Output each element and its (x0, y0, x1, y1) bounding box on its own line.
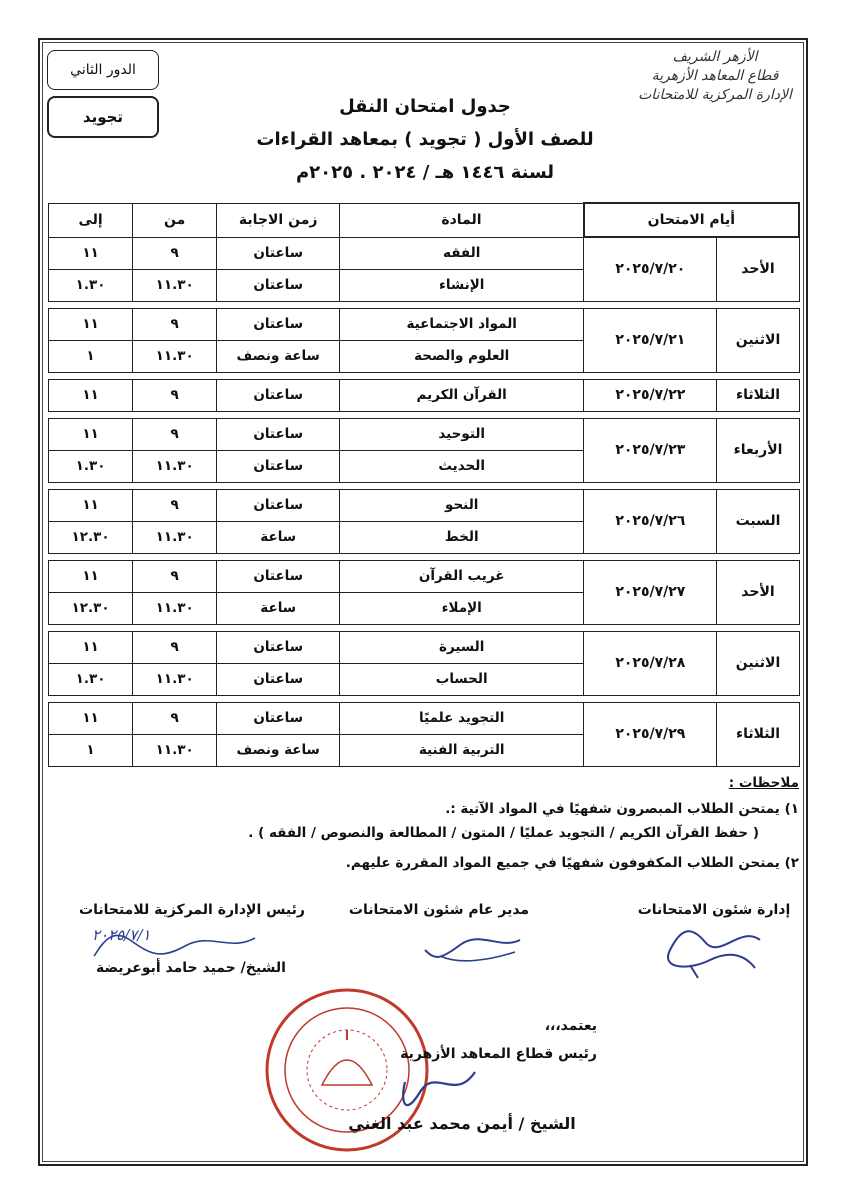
cell-from: ١١.٣٠ (133, 663, 217, 695)
cell-from: ٩ (133, 237, 217, 269)
cell-from: ١١.٣٠ (133, 521, 217, 553)
cell-subject: السيرة (340, 631, 584, 663)
cell-day: الاثنين (717, 308, 799, 372)
letterhead-line-2: قطاع المعاهد الأزهرية (651, 68, 779, 84)
cell-duration: ساعتان (217, 663, 340, 695)
header-days: أيام الامتحان (584, 203, 799, 237)
specialty-tag-box: تجويد (47, 96, 159, 138)
general-manager-signature (420, 920, 530, 970)
cell-from: ٩ (133, 308, 217, 340)
table-row (49, 489, 800, 521)
cell-from: ٩ (133, 379, 217, 411)
cell-to: ١٢.٣٠ (49, 592, 133, 624)
group-spacer (49, 301, 800, 308)
cell-to: ١١ (49, 418, 133, 450)
cell-date: ٢٠٢٥/٧/٢٦ (584, 489, 717, 553)
cell-day: الثلاثاء (717, 702, 799, 766)
central-head-name: الشيخ/ حميد حامد أبوعريضة (96, 960, 286, 976)
note-item-2: ٢) يمتحن الطلاب المكفوفون شفهيًا في جميع المواد المقررة عليهم. (345, 855, 799, 871)
cell-subject: التجويد علميًا (340, 702, 584, 734)
header-duration: زمن الاجابة (217, 203, 340, 237)
cell-from: ١١.٣٠ (133, 450, 217, 482)
signature-general-manager (329, 902, 549, 918)
exam-round-box: الدور الثاني (47, 50, 159, 90)
cell-to: ١٢.٣٠ (49, 521, 133, 553)
table-row (49, 702, 800, 734)
cell-to: ١١ (49, 379, 133, 411)
cell-duration: ساعة ونصف (217, 340, 340, 372)
signature-affairs-admin-title: إدارة شئون الامتحانات (637, 902, 791, 918)
cell-from: ٩ (133, 702, 217, 734)
approval-label: يعتمد،،، (544, 1018, 597, 1034)
group-spacer-cell (49, 482, 800, 489)
note-item-1: ١) يمتحن الطلاب المبصرون شفهيًا في المواد الآتية :. (445, 801, 799, 817)
cell-to: ١١ (49, 702, 133, 734)
notes-heading: ملاحظات : (728, 775, 799, 791)
cell-to: ١١ (49, 560, 133, 592)
group-spacer-cell (49, 301, 800, 308)
signature-affairs-admin (629, 902, 799, 918)
cell-date: ٢٠٢٥/٧/٢٠ (584, 237, 717, 301)
cell-duration: ساعتان (217, 631, 340, 663)
cell-day: الاثنين (717, 631, 799, 695)
letterhead-line-3: الإدارة المركزية للامتحانات (638, 87, 792, 103)
table-header-row (49, 203, 800, 237)
azhar-letterhead (635, 48, 795, 105)
cell-to: ١.٣٠ (49, 663, 133, 695)
cell-date: ٢٠٢٥/٧/٢٢ (584, 379, 717, 411)
cell-date: ٢٠٢٥/٧/٢٣ (584, 418, 717, 482)
group-spacer (49, 482, 800, 489)
cell-subject: الحساب (340, 663, 584, 695)
affairs-admin-signature (650, 920, 770, 980)
note-item-1-detail: ( حفظ القرآن الكريم / التجويد عمليًا / المتون / المطالعة والنصوص / الفقه ) . (248, 825, 759, 841)
cell-duration: ساعتان (217, 702, 340, 734)
cell-day: الأحد (717, 560, 799, 624)
group-spacer-cell (49, 695, 800, 702)
table-row (49, 308, 800, 340)
cell-subject: الحديث (340, 450, 584, 482)
cell-to: ١ (49, 340, 133, 372)
table-row (49, 237, 800, 269)
cell-from: ٩ (133, 631, 217, 663)
cell-duration: ساعة (217, 521, 340, 553)
cell-day: الثلاثاء (717, 379, 799, 411)
group-spacer-cell (49, 411, 800, 418)
letterhead-line-1: الأزهر الشريف (672, 49, 758, 65)
title-line-2: للصف الأول ( تجويد ) بمعاهد القراءات (256, 129, 594, 150)
group-spacer (49, 695, 800, 702)
cell-from: ٩ (133, 418, 217, 450)
cell-duration: ساعة ونصف (217, 734, 340, 766)
cell-date: ٢٠٢٥/٧/٢٧ (584, 560, 717, 624)
group-spacer (49, 624, 800, 631)
cell-from: ٩ (133, 489, 217, 521)
signature-central-head-title: رئيس الإدارة المركزية للامتحانات (79, 902, 305, 918)
cell-day: الأربعاء (717, 418, 799, 482)
table-row (49, 631, 800, 663)
cell-duration: ساعتان (217, 379, 340, 411)
cell-day: الأحد (717, 237, 799, 301)
cell-subject: العلوم والصحة (340, 340, 584, 372)
cell-from: ٩ (133, 560, 217, 592)
exam-schedule-table (48, 202, 800, 767)
approval-role: رئيس قطاع المعاهد الأزهرية (400, 1046, 597, 1062)
cell-to: ١.٣٠ (49, 269, 133, 301)
cell-subject: النحو (340, 489, 584, 521)
header-from: من (133, 203, 217, 237)
cell-subject: الإملاء (340, 592, 584, 624)
document-title (200, 90, 650, 189)
cell-subject: التربية الفنية (340, 734, 584, 766)
cell-subject: الفقه (340, 237, 584, 269)
cell-subject: التوحيد (340, 418, 584, 450)
cell-duration: ساعتان (217, 269, 340, 301)
cell-subject: الخط (340, 521, 584, 553)
cell-duration: ساعتان (217, 450, 340, 482)
cell-duration: ساعة (217, 592, 340, 624)
table-row (49, 560, 800, 592)
approval-name: الشيخ / أيمن محمد عبد الغني (348, 1114, 576, 1133)
group-spacer-cell (49, 372, 800, 379)
cell-duration: ساعتان (217, 237, 340, 269)
notes-section (47, 775, 799, 875)
handwritten-date: ٢٠٢٥/٧/١ (92, 926, 151, 944)
title-line-3: لسنة ١٤٤٦ هـ / ٢٠٢٤ . ٢٠٢٥م (295, 162, 555, 183)
cell-to: ١١ (49, 237, 133, 269)
group-spacer (49, 411, 800, 418)
cell-from: ١١.٣٠ (133, 340, 217, 372)
group-spacer-cell (49, 624, 800, 631)
approval-block (327, 1012, 597, 1138)
signature-central-head (62, 902, 322, 918)
cell-subject: الإنشاء (340, 269, 584, 301)
cell-subject: المواد الاجتماعية (340, 308, 584, 340)
cell-date: ٢٠٢٥/٧/٢١ (584, 308, 717, 372)
cell-from: ١١.٣٠ (133, 269, 217, 301)
cell-to: ١١ (49, 489, 133, 521)
cell-day: السبت (717, 489, 799, 553)
cell-to: ١١ (49, 631, 133, 663)
group-spacer-cell (49, 553, 800, 560)
group-spacer (49, 553, 800, 560)
group-spacer (49, 372, 800, 379)
cell-from: ١١.٣٠ (133, 592, 217, 624)
cell-subject: غريب القرآن (340, 560, 584, 592)
table-row (49, 418, 800, 450)
table-row (49, 379, 800, 411)
cell-duration: ساعتان (217, 560, 340, 592)
title-line-1: جدول امتحان النقل (339, 96, 511, 117)
cell-date: ٢٠٢٥/٧/٢٨ (584, 631, 717, 695)
cell-to: ١ (49, 734, 133, 766)
cell-duration: ساعتان (217, 489, 340, 521)
cell-to: ١.٣٠ (49, 450, 133, 482)
cell-subject: القرآن الكريم (340, 379, 584, 411)
cell-from: ١١.٣٠ (133, 734, 217, 766)
cell-duration: ساعتان (217, 418, 340, 450)
cell-to: ١١ (49, 308, 133, 340)
header-to: إلى (49, 203, 133, 237)
signature-general-manager-title: مدير عام شئون الامتحانات (348, 902, 530, 918)
cell-duration: ساعتان (217, 308, 340, 340)
cell-date: ٢٠٢٥/٧/٢٩ (584, 702, 717, 766)
central-head-signature (90, 930, 260, 960)
header-subject: المادة (340, 203, 584, 237)
